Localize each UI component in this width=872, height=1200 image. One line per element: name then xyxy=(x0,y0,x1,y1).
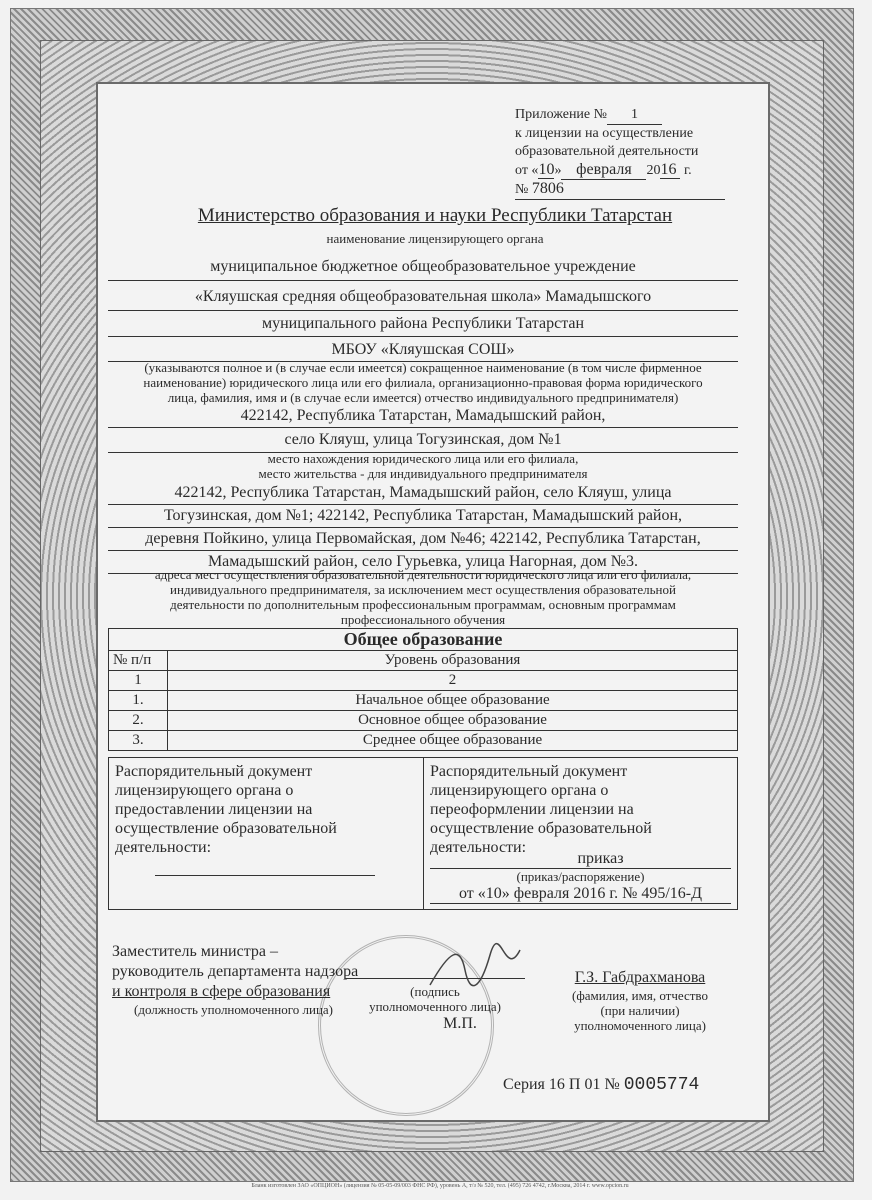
row-number: 2. xyxy=(109,711,168,731)
date-year: 16 xyxy=(660,161,680,179)
org-caption xyxy=(108,360,738,405)
seal-place: М.П. xyxy=(443,1015,477,1032)
row-level: Среднее общее образование xyxy=(168,731,738,751)
row-number: 3. xyxy=(109,731,168,751)
caption-line: наименование) юридического лица или его филиала, организационно-правовая форма юридического xyxy=(143,375,703,390)
table-header: № п/п xyxy=(109,651,168,671)
position-line: руководитель департамента надзора xyxy=(112,963,359,980)
order-type-caption: (приказ/распоряжение) xyxy=(516,869,645,884)
column-number: 2 xyxy=(168,671,738,691)
name-caption: (фамилия, имя, отчество xyxy=(572,988,708,1003)
date-month: февраля xyxy=(561,161,646,180)
table-row xyxy=(109,711,738,731)
address-line: деревня Пойкино, улица Первомайская, дом №46; 422142, Республика Татарстан, xyxy=(108,528,738,551)
row-level: Начальное общее образование xyxy=(168,691,738,711)
order-type: приказ xyxy=(430,849,731,869)
license-no-label: № xyxy=(515,182,529,197)
org-line: «Кляушская средняя общеобразовательная школа» Мамадышского xyxy=(108,281,738,311)
address-line: Тогузинская, дом №1; 422142, Республика Татарстан, Мамадышский район, xyxy=(108,505,738,528)
row-level: Основное общее образование xyxy=(168,711,738,731)
caption-line: индивидуального предпринимателя, за исключением мест осуществления образовательной xyxy=(170,582,676,597)
caption-line: деятельности по дополнительным профессиональным программам, основным программам xyxy=(170,597,676,612)
signatory-position xyxy=(112,942,362,1017)
signatory-name: Г.З. Габдрахманова xyxy=(574,969,706,986)
appendix-line: образовательной деятельности xyxy=(515,144,699,159)
caption-line: место нахождения юридического лица или его филиала, xyxy=(267,451,579,466)
org-line: муниципального района Республики Татарстан xyxy=(108,311,738,337)
doc-line: лицензирующего органа о xyxy=(430,782,609,799)
activity-addresses xyxy=(108,482,738,574)
doc-line: Распорядительный документ xyxy=(115,763,313,780)
caption-line: (указываются полное и (в случае если имеется) сокращенное наименование (в том числе фирменное xyxy=(144,360,702,375)
date-mid: » xyxy=(554,163,562,178)
doc-line: предоставлении лицензии на xyxy=(115,801,313,818)
order-date-number: от «10» февраля 2016 г. № 495/16-Д xyxy=(430,884,731,904)
date-year-prefix: 20 xyxy=(646,163,661,178)
blank-number: 0005774 xyxy=(623,1075,700,1095)
position-line: Заместитель министра – xyxy=(112,943,278,960)
series-number xyxy=(503,1075,699,1095)
org-short-name: МБОУ «Кляушская СОШ» xyxy=(108,337,738,362)
sign-caption: (подпись xyxy=(410,984,460,999)
caption-line: адреса мест осуществления образовательной деятельности юридического лица или его филиала, xyxy=(154,567,692,582)
table-title: Общее образование xyxy=(109,629,738,651)
licensing-authority: Министерство образования и науки Республики Татарстан xyxy=(197,205,673,226)
blank-line xyxy=(155,875,375,876)
location xyxy=(108,405,738,453)
doc-line: деятельности: xyxy=(115,839,212,856)
org-name xyxy=(108,256,738,362)
address-line: 422142, Республика Татарстан, Мамадышский район, село Кляуш, улица xyxy=(108,482,738,505)
appendix-label: Приложение № xyxy=(515,107,607,122)
position-line: и контроля в сфере образования xyxy=(112,983,331,1000)
addresses-caption xyxy=(108,567,738,627)
appendix-block xyxy=(515,106,745,200)
date-suffix: г. xyxy=(683,163,692,178)
column-number: 1 xyxy=(109,671,168,691)
signatory-name-block xyxy=(555,968,725,1033)
row-number: 1. xyxy=(109,691,168,711)
sign-caption: уполномоченного лица) xyxy=(369,999,501,1014)
authority-caption: наименование лицензирующего органа xyxy=(326,231,544,246)
doc-line: деятельности: xyxy=(430,839,527,856)
appendix-number: 1 xyxy=(607,106,662,125)
reissue-document-box xyxy=(423,757,738,910)
location-line: село Кляуш, улица Тогузинская, дом №1 xyxy=(108,428,738,453)
education-levels-table xyxy=(108,628,738,751)
series-label: Серия 16 П 01 № xyxy=(503,1076,620,1093)
license-number: 7806 xyxy=(531,180,564,197)
table-row xyxy=(109,691,738,711)
printer-footer: Бланк изготовлен ЗАО «ОПЦИОН» (лицензия № 05-05-09/003 ФНС РФ), уровень А, т/з № 520, тел. (495) 726 4742, г.Москва, 2014 г. www.opcion.ru xyxy=(251,1183,629,1189)
table-row xyxy=(109,731,738,751)
caption-line: профессионального обучения xyxy=(340,612,506,627)
position-caption: (должность уполномоченного лица) xyxy=(134,1002,334,1017)
handwritten-signature xyxy=(420,940,530,1000)
doc-line: лицензирующего органа о xyxy=(115,782,294,799)
org-line: муниципальное бюджетное общеобразовательное учреждение xyxy=(108,256,738,281)
grant-document-box xyxy=(108,757,424,910)
name-caption: (при наличии) xyxy=(600,1003,680,1018)
doc-line: Распорядительный документ xyxy=(430,763,628,780)
doc-line: осуществление образовательной xyxy=(430,820,652,837)
doc-line: осуществление образовательной xyxy=(115,820,337,837)
name-caption: уполномоченного лица) xyxy=(574,1018,706,1033)
caption-line: место жительства - для индивидуального предпринимателя xyxy=(258,466,588,481)
date-prefix: от « xyxy=(515,163,539,178)
appendix-line: к лицензии на осуществление xyxy=(515,126,694,141)
table-header: Уровень образования xyxy=(168,651,738,671)
address-line: Мамадышский район, село Гурьевка, улица Нагорная, дом №3. xyxy=(108,551,738,574)
location-caption xyxy=(108,451,738,481)
caption-line: лица, фамилия, имя и (в случае если имеется) отчество индивидуального предпринимателя) xyxy=(167,390,679,405)
doc-line: переоформлении лицензии на xyxy=(430,801,634,818)
location-line: 422142, Республика Татарстан, Мамадышский район, xyxy=(108,405,738,428)
date-day: 10 xyxy=(538,161,555,178)
